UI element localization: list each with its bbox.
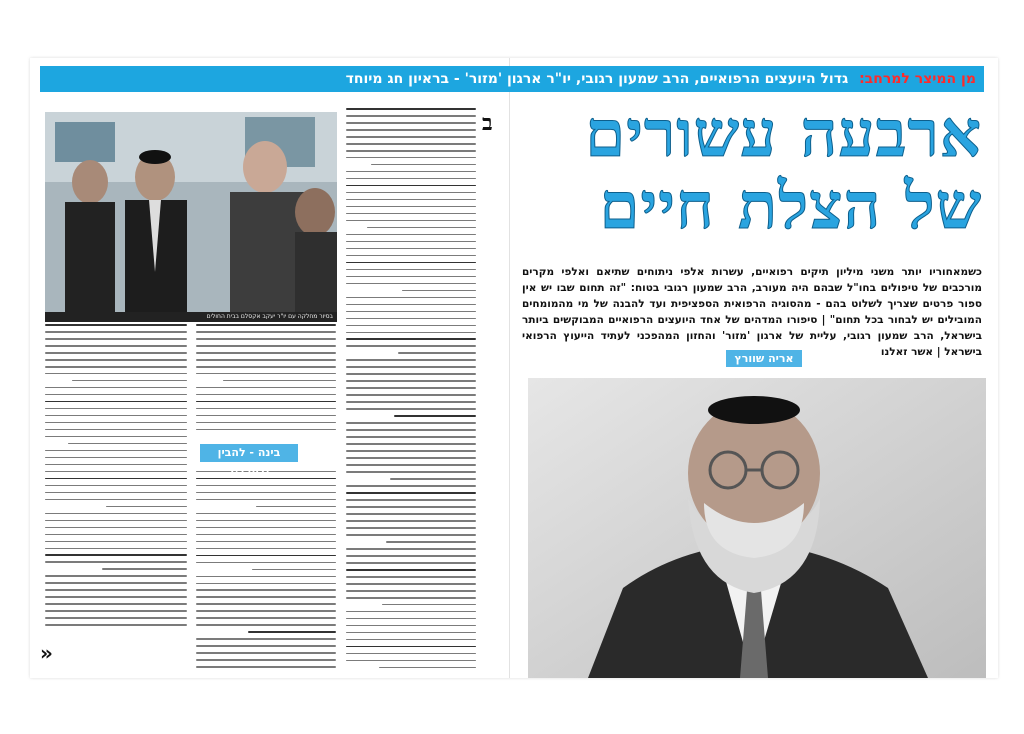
text-line: [196, 555, 336, 557]
text-line: [45, 575, 187, 577]
text-line: [196, 534, 336, 536]
text-line: [196, 645, 336, 647]
text-line: [72, 380, 187, 382]
text-column-left-b: [196, 324, 336, 678]
text-line: [346, 401, 476, 403]
text-line: [346, 241, 476, 243]
text-line: [346, 297, 476, 299]
text-line: [45, 513, 187, 515]
text-line: [45, 359, 187, 361]
text-line: [346, 394, 476, 396]
text-line: [402, 290, 476, 292]
text-line: [346, 457, 476, 459]
text-line: [256, 506, 336, 508]
text-line: [346, 304, 476, 306]
text-line: [346, 366, 476, 368]
text-line: [196, 624, 336, 626]
text-line: [45, 436, 187, 438]
text-line: [379, 667, 477, 669]
text-line: [371, 164, 476, 166]
text-line: [346, 569, 476, 571]
text-line: [346, 590, 476, 592]
text-line: [45, 331, 187, 333]
text-line: [346, 283, 476, 285]
hospital-tour-image: [45, 112, 337, 312]
text-line: [45, 603, 187, 605]
text-line: [196, 527, 336, 529]
text-line: [196, 513, 336, 515]
text-line: [102, 568, 187, 570]
text-line: [196, 415, 336, 417]
portrait-photo: [528, 378, 986, 678]
text-line: [196, 541, 336, 543]
headline-line-1: ארבעה עשורים: [585, 97, 982, 172]
text-line: [196, 548, 336, 550]
text-line: [346, 206, 476, 208]
text-line: [45, 471, 187, 473]
text-line: [346, 255, 476, 257]
text-line: [346, 387, 476, 389]
text-line: [346, 199, 476, 201]
text-line: [196, 617, 336, 619]
text-line: [196, 324, 336, 326]
text-line: [346, 150, 476, 152]
text-line: [196, 401, 336, 403]
text-line: [196, 331, 336, 333]
text-line: [45, 429, 187, 431]
text-line: [346, 499, 476, 501]
text-line: [346, 471, 476, 473]
text-line: [68, 443, 187, 445]
text-line: [45, 561, 187, 563]
text-line: [45, 582, 187, 584]
text-line: [45, 373, 187, 375]
text-line: [196, 408, 336, 410]
text-line: [346, 157, 476, 159]
text-line: [346, 562, 476, 564]
text-line: [45, 624, 187, 626]
text-line: [45, 610, 187, 612]
text-line: [346, 450, 476, 452]
text-line: [346, 192, 476, 194]
text-line: [346, 345, 476, 347]
text-line: [346, 262, 476, 264]
text-line: [196, 499, 336, 501]
text-line: [346, 269, 476, 271]
text-line: [346, 625, 476, 627]
text-line: [346, 332, 476, 334]
text-line: [196, 666, 336, 668]
text-line: [45, 520, 187, 522]
text-line: [346, 276, 476, 278]
text-line: [346, 639, 476, 641]
text-line: [196, 603, 336, 605]
banner-text: גדול היועצים הרפואיים, הרב שמעון רגובי, יו"ר ארגון 'מזור' - בראיון חג מיוחד: [345, 71, 849, 87]
text-line: [196, 652, 336, 654]
text-line: [196, 610, 336, 612]
text-line: [45, 352, 187, 354]
text-line: [45, 366, 187, 368]
text-line: [45, 596, 187, 598]
banner-tag: מן המיצר למרחב:: [859, 71, 976, 87]
text-line: [346, 178, 476, 180]
text-line: [346, 583, 476, 585]
text-line: [346, 108, 476, 110]
text-line: [346, 485, 476, 487]
text-line: [346, 443, 476, 445]
double-chevron-left-icon: «: [40, 641, 53, 665]
text-line: [45, 345, 187, 347]
text-line: [196, 576, 336, 578]
text-line: [252, 569, 336, 571]
text-line: [196, 659, 336, 661]
text-line: [196, 429, 336, 431]
text-line: [45, 589, 187, 591]
text-line: [45, 408, 187, 410]
text-line: [346, 660, 476, 662]
text-line: [45, 464, 187, 466]
text-line: [196, 422, 336, 424]
text-line: [196, 387, 336, 389]
text-line: [45, 485, 187, 487]
text-line: [45, 499, 187, 501]
text-line: [196, 583, 336, 585]
text-line: [45, 415, 187, 417]
hospital-tour-photo: [45, 112, 337, 312]
text-line: [346, 429, 476, 431]
text-line: [346, 513, 476, 515]
photo-caption: בסיור מחלקה עם יו"ר יעקב אקסלם בבית החולים: [45, 312, 337, 322]
text-line: [45, 450, 187, 452]
headline-line-2: של הצלת חיים: [599, 169, 982, 244]
rabbi-portrait-image: [528, 378, 986, 678]
text-line: [346, 527, 476, 529]
text-line: [346, 359, 476, 361]
text-line: [346, 338, 476, 340]
text-line: [196, 485, 336, 487]
text-line: [45, 422, 187, 424]
text-line: [346, 325, 476, 327]
text-column-left-c: [45, 324, 187, 634]
text-line: [196, 373, 336, 375]
text-line: [346, 506, 476, 508]
top-banner: [40, 66, 984, 92]
text-line: [398, 352, 476, 354]
text-line: [346, 646, 476, 648]
text-line: [196, 596, 336, 598]
text-line: [45, 541, 187, 543]
text-line: [394, 415, 476, 417]
text-line: [346, 548, 476, 550]
text-line: [346, 436, 476, 438]
text-line: [223, 380, 336, 382]
text-line: [45, 387, 187, 389]
text-line: [346, 520, 476, 522]
text-line: [346, 136, 476, 138]
text-line: [346, 618, 476, 620]
text-line: [196, 366, 336, 368]
text-line: [196, 492, 336, 494]
text-line: [196, 436, 336, 443]
text-line: [346, 220, 476, 222]
text-line: [346, 422, 476, 424]
text-line: [45, 617, 187, 619]
text-line: [45, 457, 187, 459]
text-line: [346, 380, 476, 382]
text-line: [45, 527, 187, 529]
text-line: [346, 611, 476, 613]
text-line: [346, 234, 476, 236]
text-line: [382, 604, 476, 606]
text-line: [45, 548, 187, 550]
page-fold-divider: [509, 58, 510, 678]
text-line: [346, 248, 476, 250]
text-line: [196, 394, 336, 396]
text-line: [386, 541, 476, 543]
text-line: [367, 227, 476, 229]
text-line: [196, 359, 336, 361]
text-line: [196, 638, 336, 640]
text-line: [196, 338, 336, 340]
text-line: [45, 401, 187, 403]
text-line: [45, 394, 187, 396]
text-line: [346, 492, 476, 494]
text-line: [346, 318, 476, 320]
text-line: [45, 534, 187, 536]
section-subheading: בינה - להבין ולהבדיל: [200, 444, 298, 462]
text-line: [45, 492, 187, 494]
text-line: [346, 464, 476, 466]
text-line: [346, 171, 476, 173]
text-line: [390, 478, 476, 480]
text-line: [346, 185, 476, 187]
text-line: [196, 589, 336, 591]
text-line: [346, 373, 476, 375]
text-line: [346, 555, 476, 557]
text-line: [346, 653, 476, 655]
text-line: [248, 631, 336, 633]
drop-cap: ב: [482, 110, 493, 136]
text-line: [196, 520, 336, 522]
text-line: [346, 115, 476, 117]
text-line: [346, 122, 476, 124]
text-column-left-a: [346, 108, 476, 678]
text-line: [196, 352, 336, 354]
text-line: [346, 597, 476, 599]
text-line: [45, 338, 187, 340]
text-line: [346, 632, 476, 634]
text-line: [346, 408, 476, 410]
text-line: [346, 143, 476, 145]
author-byline: אריה שוורץ: [726, 350, 802, 367]
text-line: [346, 213, 476, 215]
text-line: [45, 324, 187, 326]
text-line: [346, 534, 476, 536]
text-line: [196, 345, 336, 347]
text-line: [45, 554, 187, 556]
lead-paragraph: כשמאחוריו יותר משני מיליון תיקים רפואיים, עשרות אלפי ניתוחים שתיאם ואלפי מקרים מורכבים של טיפולים בחו"ל שבהם היה מעורב, הרב שמעון רגובי בטוח: "זה תחום שבו יש אין ספור פרטים שצריך לשלוט בהם - מהסוגיה הרפואית הספציפית ועד להבנה של מי מהמומחים המובילים יש לבחור בכל תחום" | סיפורו המדהים של אחד היועצים הרפואיים המבוקשים ביותר בישראל, הרב שמעון רגובי, עליית של ארגון 'מזור' והחזון המהפכני לעתיד הייעוץ הרפואי בישראל | אשר זאלנו: [522, 266, 982, 358]
text-line: [346, 311, 476, 313]
text-line: [196, 562, 336, 564]
text-line: [346, 129, 476, 131]
text-line: [106, 506, 187, 508]
text-line: [346, 576, 476, 578]
text-line: [45, 478, 187, 480]
